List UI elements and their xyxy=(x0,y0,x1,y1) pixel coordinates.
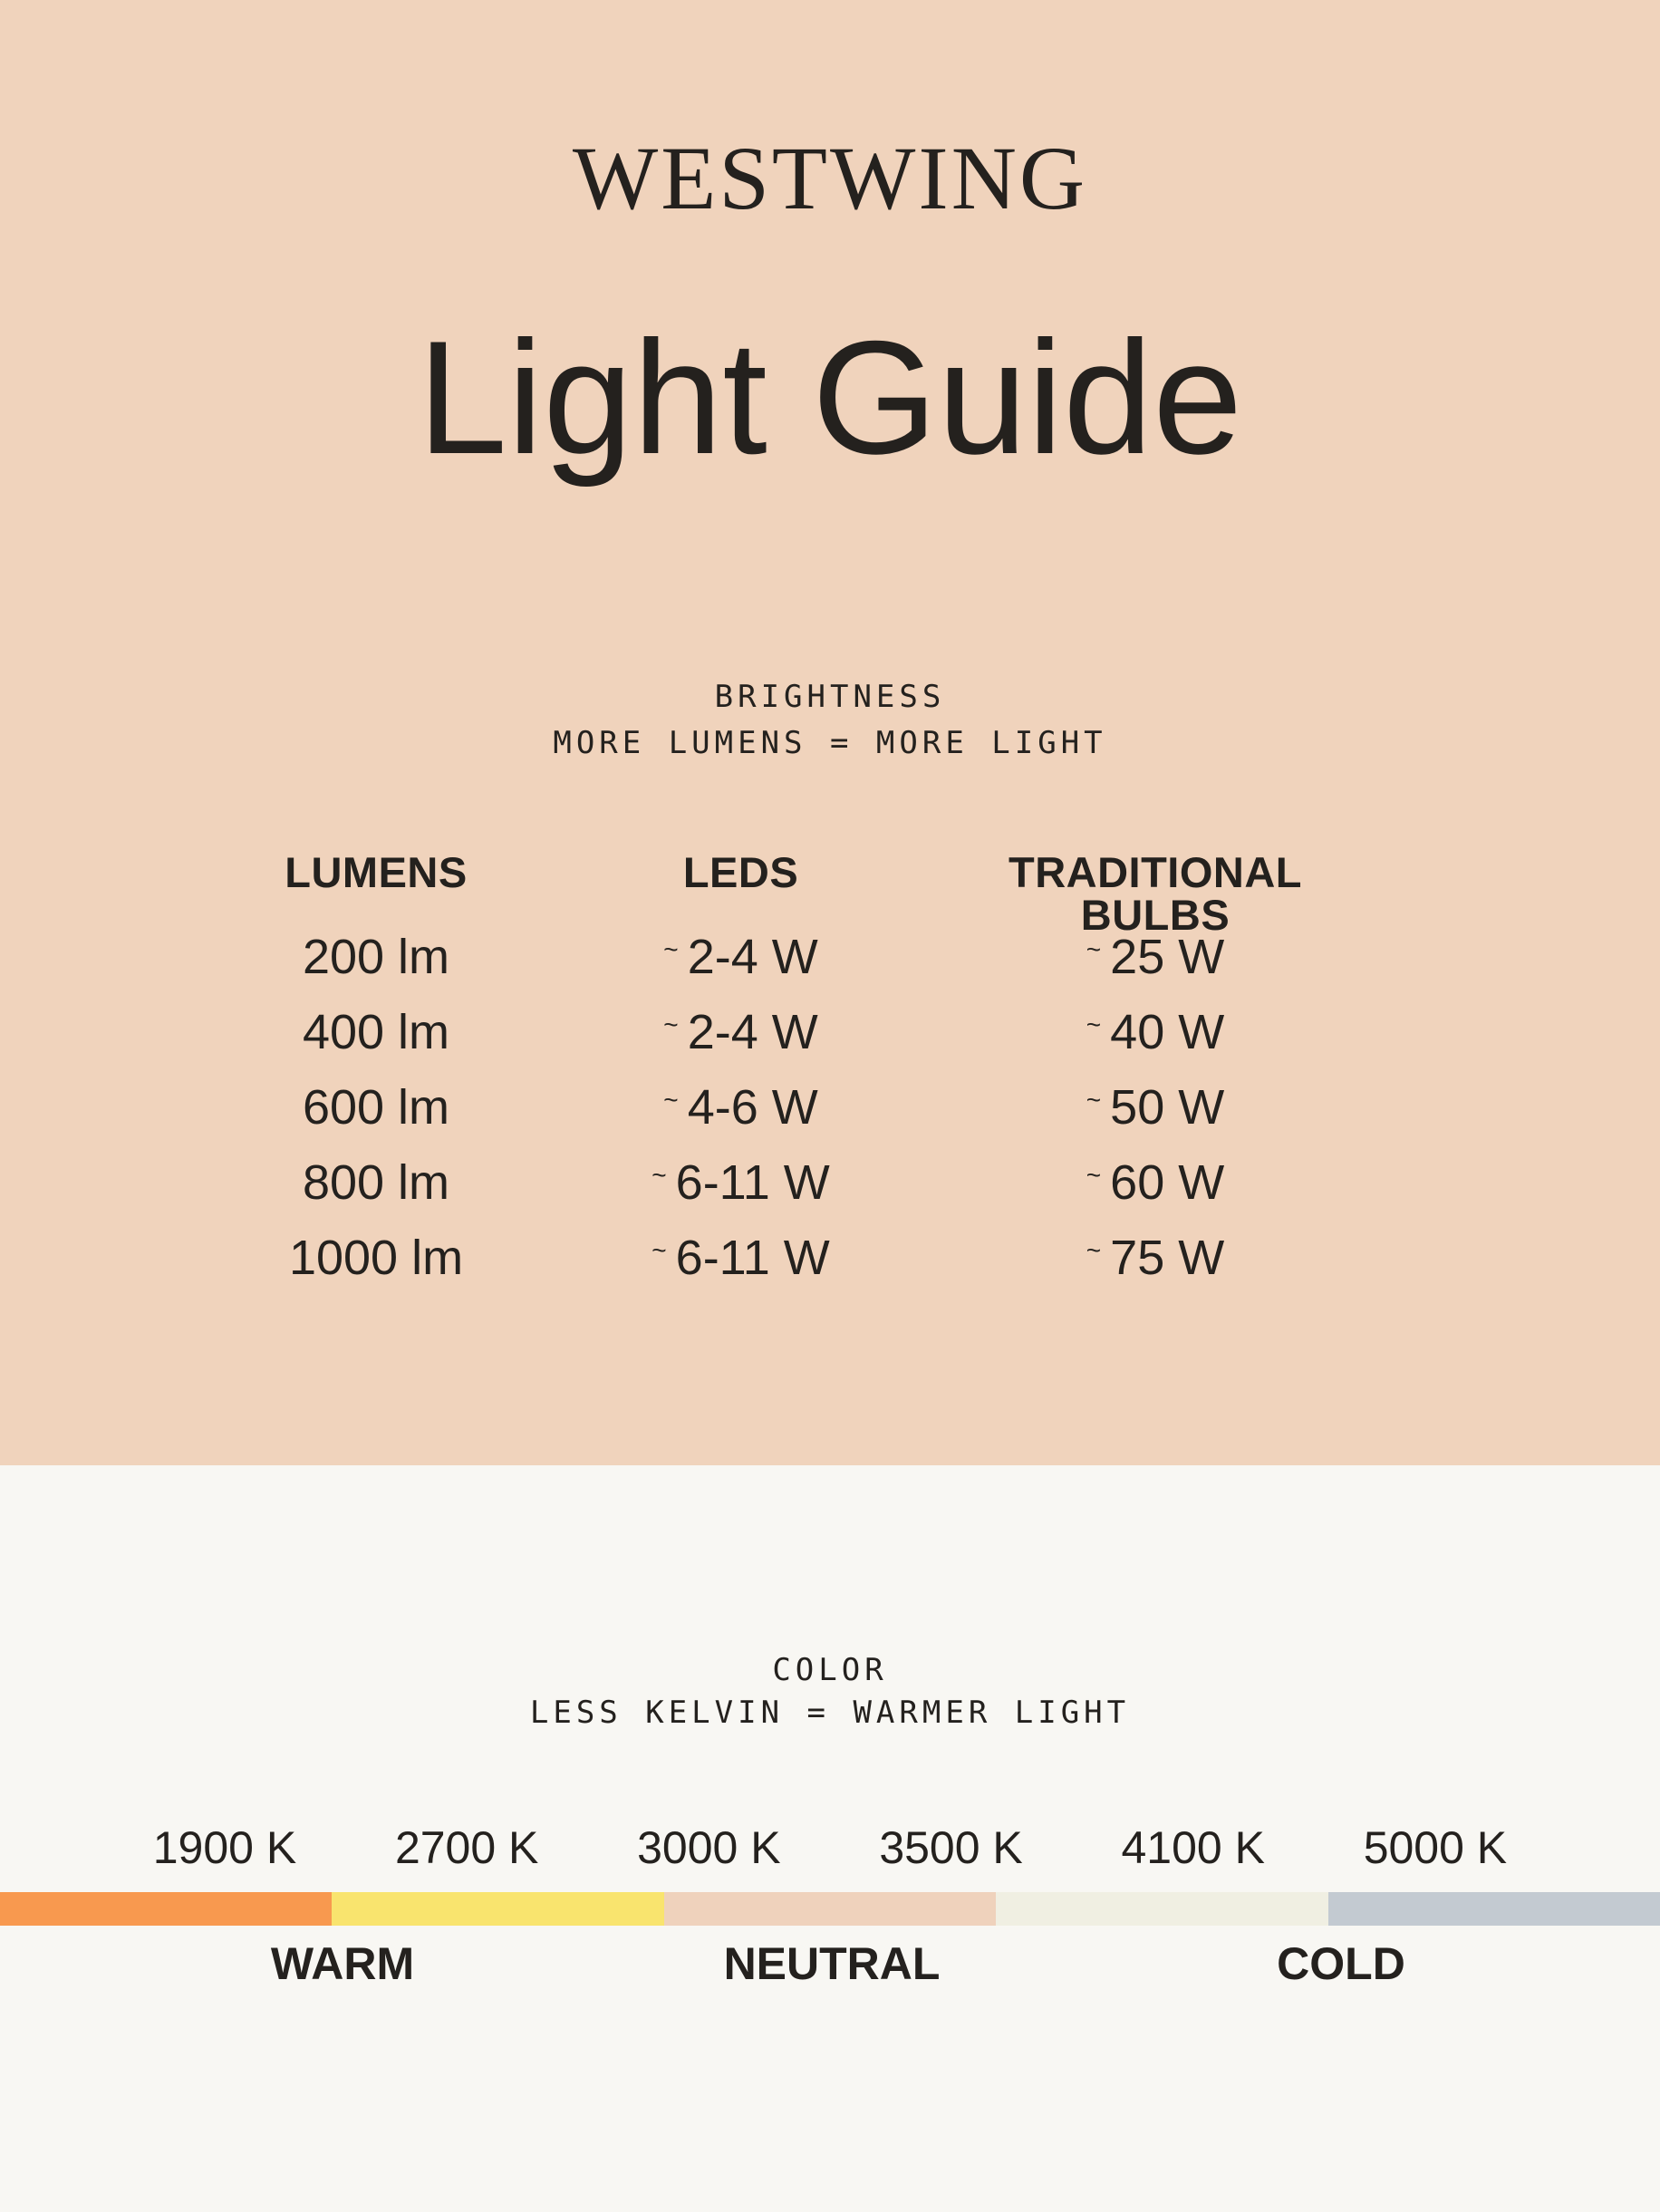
approx-symbol: ~ xyxy=(1086,934,1102,963)
lumens-cell: 800 lm xyxy=(302,1155,450,1210)
bulbs-value: 40 W xyxy=(1110,1005,1225,1059)
brightness-subheading: MORE LUMENS = MORE LIGHT xyxy=(553,725,1107,761)
leds-value: 6-11 W xyxy=(675,1231,830,1285)
color-subheading: LESS KELVIN = WARMER LIGHT xyxy=(529,1695,1131,1731)
bulbs-value: 25 W xyxy=(1110,930,1225,984)
bulbs-cell xyxy=(938,920,1373,995)
leds-cell xyxy=(544,920,938,995)
leds-value: 2-4 W xyxy=(687,930,818,984)
scale-segment-neutral-peach xyxy=(664,1892,996,1926)
leds-cell xyxy=(544,1221,938,1296)
bulbs-value: 60 W xyxy=(1110,1155,1225,1210)
lumens-cell: 1000 lm xyxy=(288,1231,464,1285)
scale-segment-warm-yellow xyxy=(332,1892,663,1926)
lumens-table xyxy=(0,920,1660,1296)
scale-segment-neutral-cream xyxy=(996,1892,1327,1926)
brightness-heading: BRIGHTNESS xyxy=(714,679,946,715)
bulbs-cell xyxy=(938,995,1373,1070)
kelvin-label: 3500 K xyxy=(879,1822,1023,1873)
lumens-cell: 200 lm xyxy=(302,930,450,984)
kelvin-scale xyxy=(0,1822,1660,1873)
column-header-lumens: LUMENS xyxy=(285,848,468,896)
temp-label-warm: WARM xyxy=(270,1938,415,1989)
column-header-traditional-bulbs: TRADITIONAL BULBS xyxy=(1008,848,1302,939)
kelvin-label: 4100 K xyxy=(1121,1822,1265,1873)
lumens-cell: 400 lm xyxy=(302,1005,450,1059)
approx-symbol: ~ xyxy=(1086,1235,1102,1264)
color-heading: COLOR xyxy=(772,1652,888,1688)
leds-value: 6-11 W xyxy=(675,1155,830,1210)
scale-segment-warm-orange xyxy=(0,1892,332,1926)
approx-symbol: ~ xyxy=(1086,1085,1102,1114)
lumens-cell: 600 lm xyxy=(302,1080,450,1135)
approx-symbol: ~ xyxy=(663,1009,679,1038)
kelvin-label: 2700 K xyxy=(394,1822,539,1873)
leds-cell xyxy=(544,1145,938,1221)
bulbs-cell xyxy=(938,1221,1373,1296)
scale-segment-cold-gray-blue xyxy=(1328,1892,1660,1926)
bulbs-cell xyxy=(938,1145,1373,1221)
bulbs-value: 50 W xyxy=(1110,1080,1225,1135)
color-temperature-bar xyxy=(0,1892,1660,1926)
leds-cell xyxy=(544,995,938,1070)
kelvin-label: 1900 K xyxy=(152,1822,297,1873)
approx-symbol: ~ xyxy=(663,1085,679,1114)
leds-value: 4-6 W xyxy=(687,1080,818,1135)
kelvin-label: 5000 K xyxy=(1363,1822,1508,1873)
approx-symbol: ~ xyxy=(1086,1009,1102,1038)
approx-symbol: ~ xyxy=(663,934,679,963)
kelvin-label: 3000 K xyxy=(637,1822,781,1873)
brand-logo: WESTWING xyxy=(572,128,1088,228)
temp-label-neutral: NEUTRAL xyxy=(723,1938,941,1989)
approx-symbol: ~ xyxy=(1086,1160,1102,1189)
temp-label-cold: COLD xyxy=(1277,1938,1405,1989)
page-title: Light Guide xyxy=(417,307,1243,488)
leds-value: 2-4 W xyxy=(687,1005,818,1059)
approx-symbol: ~ xyxy=(651,1160,667,1189)
approx-symbol: ~ xyxy=(651,1235,667,1264)
bulbs-cell xyxy=(938,1070,1373,1145)
bulbs-value: 75 W xyxy=(1110,1231,1225,1285)
color-section xyxy=(0,1465,1660,2212)
leds-cell xyxy=(544,1070,938,1145)
column-header-leds: LEDS xyxy=(682,848,799,896)
